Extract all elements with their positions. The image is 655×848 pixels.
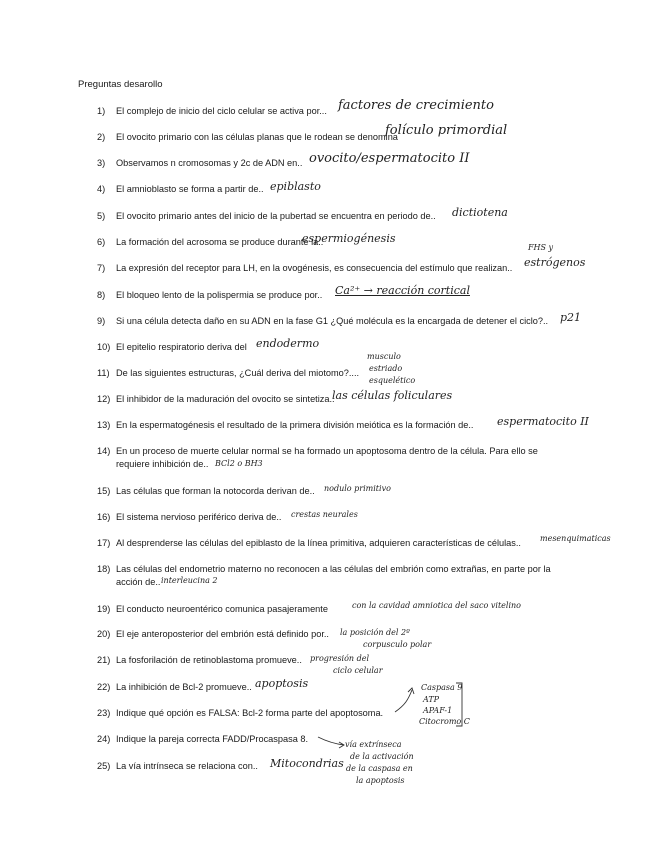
- answer-23-item-4: Citocromo C: [419, 717, 470, 726]
- question-10: 10) El epitelio respiratorio deriva del: [97, 342, 247, 352]
- answer-18: interleucina 2: [161, 576, 218, 585]
- answer-24-line-3: de la caspasa en: [346, 764, 413, 773]
- arrow-to-answer-icon: [318, 737, 344, 745]
- answer-2: folículo primordial: [385, 123, 508, 138]
- question-11: 11) De las siguientes estructuras, ¿Cuál deriva del miotomo?....: [97, 368, 360, 378]
- question-18-continued: acción de..: [116, 577, 161, 587]
- answer-17: mesenquimaticas: [540, 534, 611, 543]
- answer-14: BCl2 o BH3: [215, 459, 263, 468]
- question-13: 13) En la espermatogénesis el resultado de la primera división meiótica es la formación de..: [97, 420, 474, 430]
- answer-23-item-2: ATP: [423, 695, 440, 704]
- answer-7-line-1: FHS y: [528, 243, 554, 252]
- question-24: 24) Indique la pareja correcta FADD/Procaspasa 8.: [97, 734, 309, 744]
- question-6: 6) La formación del acrosoma se produce durante la..: [97, 237, 324, 247]
- question-18: 18) Las células del endometrio materno no reconocen a las células del embrión como extrañas, en parte por la: [97, 564, 551, 574]
- list-bracket-icon: [456, 683, 462, 726]
- question-3: 3) Observamos n cromosomas y 2c de ADN en..: [97, 158, 303, 168]
- answer-11-line-1: musculo: [367, 352, 401, 361]
- answer-16: crestas neurales: [291, 510, 358, 519]
- question-14: 14) En un proceso de muerte celular normal se ha formado un apoptosoma dentro de la célula. Para ello se: [97, 446, 538, 456]
- question-17: 17) Al desprenderse las células del epiblasto de la línea primitiva, adquieren características de células..: [97, 538, 521, 548]
- answer-23-item-3: APAF-1: [423, 706, 453, 715]
- question-9: 9) Si una célula detecta daño en su ADN en la fase G1 ¿Qué molécula es la encargada de detener el ciclo?..: [97, 316, 549, 326]
- answer-11-line-3: esquelético: [369, 376, 416, 385]
- answer-10: endodermo: [256, 337, 320, 350]
- question-19: 19) El conducto neuroentérico comunica pasajeramente: [97, 604, 328, 614]
- question-16: 16) El sistema nervioso periférico deriva de..: [97, 512, 282, 522]
- answer-15: nodulo primitivo: [324, 484, 391, 493]
- question-1: 1) El complejo de inicio del ciclo celular se activa por...: [97, 106, 327, 116]
- question-15: 15) Las células que forman la notocorda derivan de..: [97, 486, 315, 496]
- answer-24-line-4: la apoptosis: [356, 776, 405, 785]
- answer-24-line-2: de la activación: [350, 752, 414, 761]
- answer-21-line-1: progresión del: [310, 654, 370, 663]
- answer-19: con la cavidad amniotica del saco vitelino: [352, 601, 521, 610]
- answer-20-line-1: la posición del 2º: [340, 628, 410, 637]
- answer-4: epiblasto: [270, 180, 321, 193]
- answer-7-line-2: estrógenos: [524, 256, 586, 269]
- question-25: 25) La vía intrínseca se relaciona con..: [97, 761, 258, 771]
- question-21: 21) La fosforilación de retinoblastoma promueve..: [97, 655, 302, 665]
- answer-6: espermiogénesis: [302, 232, 396, 245]
- answer-25: Mitocondrias: [270, 757, 344, 770]
- question-7: 7) La expresión del receptor para LH, en la ovogénesis, es consecuencia del estímulo que realizan..: [97, 263, 513, 273]
- answer-8: Ca²⁺ → reacción cortical: [335, 284, 470, 297]
- answer-21-line-2: ciclo celular: [333, 666, 383, 675]
- answer-1: factores de crecimiento: [338, 98, 494, 113]
- question-14-continued: requiere inhibición de..: [116, 459, 209, 469]
- answer-3: ovocito/espermatocito II: [309, 151, 470, 166]
- answer-24-line-1: vía extrínseca: [345, 740, 402, 749]
- question-12: 12) El inhibidor de la maduración del ovocito se sintetiza..: [97, 394, 335, 404]
- question-4: 4) El amnioblasto se forma a partir de..: [97, 184, 264, 194]
- answer-20-line-2: corpusculo polar: [363, 640, 432, 649]
- answer-9: p21: [560, 311, 582, 324]
- question-22: 22) La inhibición de Bcl-2 promueve..: [97, 682, 252, 692]
- page-title: Preguntas desarollo: [78, 79, 163, 90]
- answer-12: las células foliculares: [332, 389, 453, 402]
- answer-23-item-1: Caspasa 9: [421, 683, 463, 692]
- question-20: 20) El eje anteroposterior del embrión está definido por..: [97, 629, 329, 639]
- arrow-to-list-icon: [395, 690, 412, 712]
- question-8: 8) El bloqueo lento de la polispermia se produce por..: [97, 290, 323, 300]
- question-2: 2) El ovocito primario con las células planas que le rodean se denomina: [97, 132, 398, 142]
- answer-5: dictiotena: [452, 206, 508, 219]
- question-5: 5) El ovocito primario antes del inicio de la pubertad se encuentra en periodo de..: [97, 211, 436, 221]
- answer-13: espermatocito II: [497, 415, 589, 428]
- answer-11-line-2: estriado: [369, 364, 403, 373]
- question-23: 23) Indique qué opción es FALSA: Bcl-2 forma parte del apoptosoma.: [97, 708, 384, 718]
- answer-22: apoptosis: [255, 677, 309, 690]
